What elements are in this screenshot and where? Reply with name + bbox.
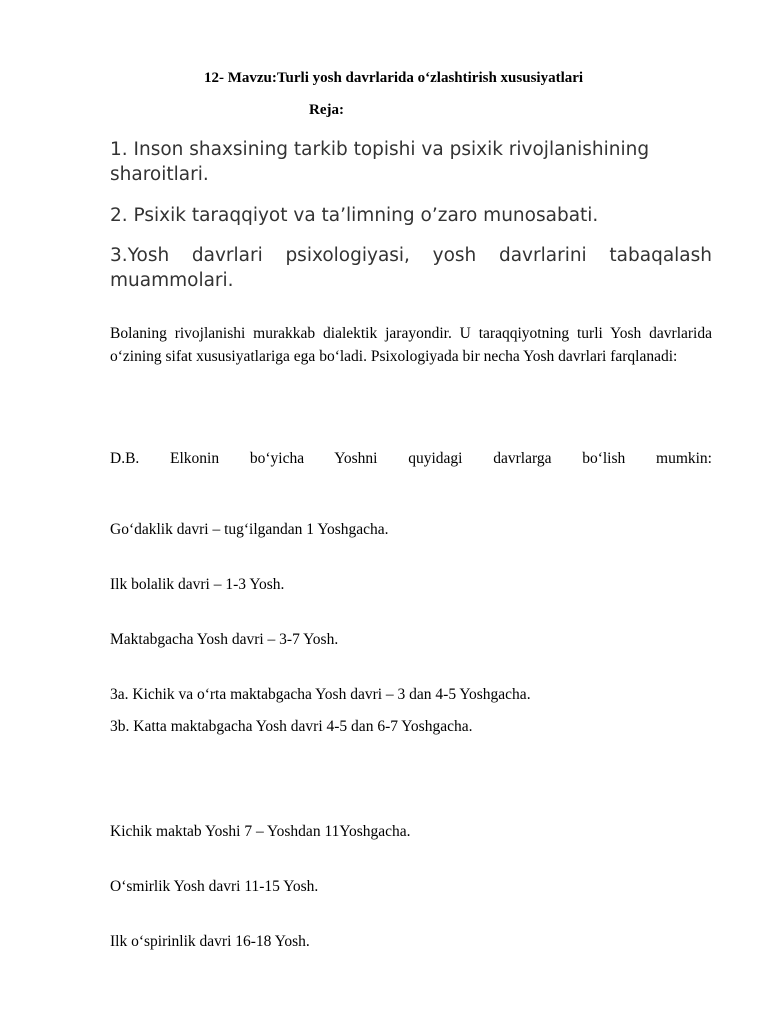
period-item-6: Ilk o‘spirinlik davri 16-18 Yosh. xyxy=(110,933,310,950)
period-item-2: Ilk bolalik davri – 1-3 Yosh. xyxy=(110,576,285,593)
period-item-3a: 3a. Kichik va o‘rta maktabgacha Yosh davri – 3 dan 4-5 Yoshgacha. xyxy=(110,686,531,703)
period-item-4: Kichik maktab Yoshi 7 – Yoshdan 11Yoshgacha. xyxy=(110,823,411,840)
plan-item-3: 3.Yosh davrlari psixologiyasi, yosh davrlarini tabaqalash muammolari. xyxy=(110,245,712,291)
plan-item-1: 1. Inson shaxsining tarkib topishi va psixik rivojlanishining sharoitlari. xyxy=(110,139,650,185)
intro-paragraph: Bolaning rivojlanishi murakkab dialektik jarayondir. U taraqqiyotning turli Yosh davrlarida o‘zining sifat xususiyatlariga ega bo‘ladi. Psixologiyada bir necha Yosh davrlari farqlanadi: xyxy=(110,325,712,365)
plan-heading: Reja: xyxy=(309,102,344,118)
period-item-1: Go‘daklik davri – tug‘ilgandan 1 Yoshgacha. xyxy=(110,521,389,538)
period-item-3b: 3b. Katta maktabgacha Yosh davri 4-5 dan 6-7 Yoshgacha. xyxy=(110,718,473,735)
period-item-5: O‘smirlik Yosh davri 11-15 Yosh. xyxy=(110,878,319,895)
period-item-3: Maktabgacha Yosh davri – 3-7 Yosh. xyxy=(110,631,339,648)
document-title: 12- Mavzu:Turli yosh davrlarida o‘zlashtirish xususiyatlari xyxy=(204,70,584,86)
elkonin-paragraph: D.B. Elkonin bo‘yicha Yoshni quyidagi davrlarga bo‘lish mumkin: xyxy=(110,450,712,467)
plan-item-2: 2. Psixik taraqqiyot va ta’limning o’zaro munosabati. xyxy=(110,205,599,226)
